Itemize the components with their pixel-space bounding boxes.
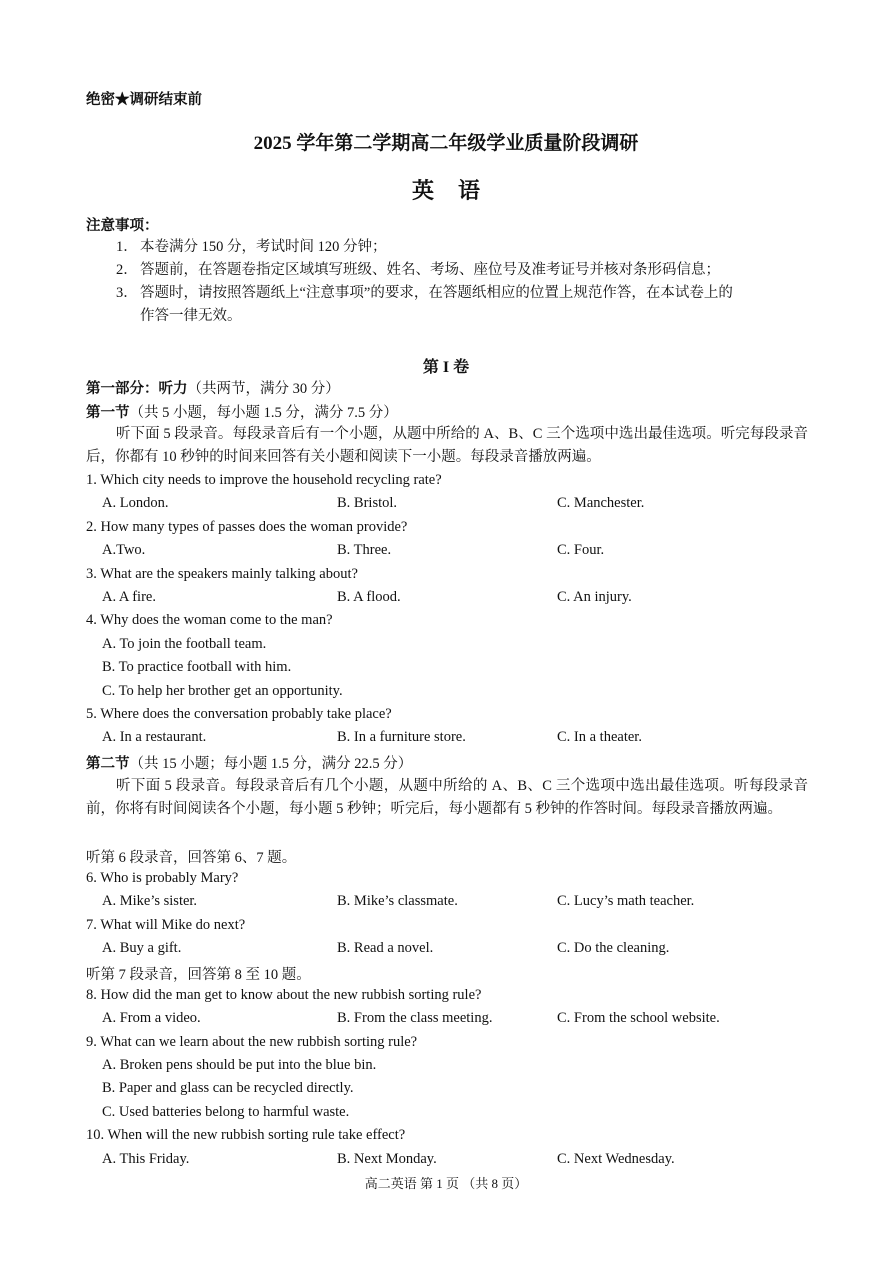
option-6a: A. Mike’s sister. — [102, 893, 198, 909]
section1-instruction: 听下面 5 段录音。每段录音后有一个小题，从题中所给的 A、B、C 三个选项中选出最佳选项。听完每段录音后，你都有 10 秒钟的时间来回答有关小题和阅读下一小题。每段录音播放两遍。 — [86, 426, 808, 466]
option-8b: B. From the class meeting. — [337, 1010, 493, 1026]
option-7b: B. Read a novel. — [337, 940, 434, 956]
option-6c: C. Lucy’s math teacher. — [557, 893, 695, 909]
option-5a: A. In a restaurant. — [102, 729, 207, 745]
option-4a: A. To join the football team. — [102, 636, 267, 652]
volume-heading: 第 I 卷 — [422, 359, 470, 376]
section1-heading: 第一节（共 5 小题，每小题 1.5 分，满分 7.5 分） — [86, 405, 398, 421]
question-7: 7. What will Mike do next? — [86, 917, 246, 933]
option-2b: B. Three. — [337, 542, 392, 558]
subject-title: 英语 — [411, 178, 504, 203]
option-6b: B. Mike’s classmate. — [337, 893, 458, 909]
part1-heading: 第一部分：听力（共两节，满分 30 分） — [86, 381, 340, 397]
question-4: 4. Why does the woman come to the man? — [86, 612, 333, 628]
page-footer: 高二英语 第 1 页 （共 8 页） — [364, 1176, 528, 1191]
option-3b: B. A flood. — [337, 589, 401, 605]
option-9c: C. Used batteries belong to harmful waste. — [102, 1104, 350, 1120]
group-7-instruction: 听第 7 段录音，回答第 8 至 10 题。 — [86, 967, 311, 983]
option-1c: C. Manchester. — [557, 495, 645, 511]
exam-title: 2025 学年第二学期高二年级学业质量阶段调研 — [253, 133, 639, 154]
option-1b: B. Bristol. — [337, 495, 398, 511]
question-6: 6. Who is probably Mary? — [86, 870, 239, 886]
option-10a: A. This Friday. — [102, 1151, 190, 1167]
option-1a: A. London. — [102, 495, 169, 511]
confidential-label: 绝密★调研结束前 — [86, 92, 202, 108]
notice-item-3: 3． 答题时，请按照答题纸上“注意事项”的要求，在答题纸相应的位置上规范作答，在本试卷上的 作答一律无效。 — [116, 285, 733, 324]
option-10b: B. Next Monday. — [337, 1151, 437, 1167]
question-8: 8. How did the man get to know about the new rubbish sorting rule? — [86, 987, 482, 1003]
question-2: 2. How many types of passes does the woman provide? — [86, 519, 408, 535]
option-3a: A. A fire. — [102, 589, 156, 605]
option-8a: A. From a video. — [102, 1010, 201, 1026]
section2-instruction: 听下面 5 段录音。每段录音后有几个小题，从题中所给的 A、B、C 三个选项中选出最佳选项。听每段录音前，你将有时间阅读各个小题，每小题 5 秒钟；听完后，每小题都有 5 秒钟的作答时间。每段录音播放两遍。 — [86, 778, 808, 818]
option-5c: C. In a theater. — [557, 729, 642, 745]
option-7a: A. Buy a gift. — [102, 940, 182, 956]
question-5: 5. Where does the conversation probably take place? — [86, 706, 392, 722]
notice-heading: 注意事项： — [86, 218, 159, 234]
notice-item-2: 2． 答题前，在答题卷指定区域填写班级、姓名、考场、座位号及准考证号并核对条形码信息； — [116, 262, 720, 278]
group-6-instruction: 听第 6 段录音，回答第 6、7 题。 — [86, 850, 297, 866]
question-10: 10. When will the new rubbish sorting rule take effect? — [86, 1127, 406, 1143]
notice-item-1: 1． 本卷满分 150 分，考试时间 120 分钟； — [116, 239, 387, 255]
option-3c: C. An injury. — [557, 589, 632, 605]
option-10c: C. Next Wednesday. — [557, 1151, 675, 1167]
option-9a: A. Broken pens should be put into the blue bin. — [102, 1057, 377, 1073]
option-4c: C. To help her brother get an opportunity. — [102, 683, 343, 699]
question-3: 3. What are the speakers mainly talking about? — [86, 566, 358, 582]
option-5b: B. In a furniture store. — [337, 729, 466, 745]
option-8c: C. From the school website. — [557, 1010, 720, 1026]
option-7c: C. Do the cleaning. — [557, 940, 670, 956]
option-9b: B. Paper and glass can be recycled directly. — [102, 1080, 354, 1096]
option-2a: A.Two. — [102, 542, 146, 558]
question-1: 1. Which city needs to improve the household recycling rate? — [86, 472, 442, 488]
option-2c: C. Four. — [557, 542, 605, 558]
question-9: 9. What can we learn about the new rubbish sorting rule? — [86, 1034, 418, 1050]
option-4b: B. To practice football with him. — [102, 659, 292, 675]
section2-heading: 第二节（共 15 小题；每小题 1.5 分，满分 22.5 分） — [86, 756, 413, 772]
